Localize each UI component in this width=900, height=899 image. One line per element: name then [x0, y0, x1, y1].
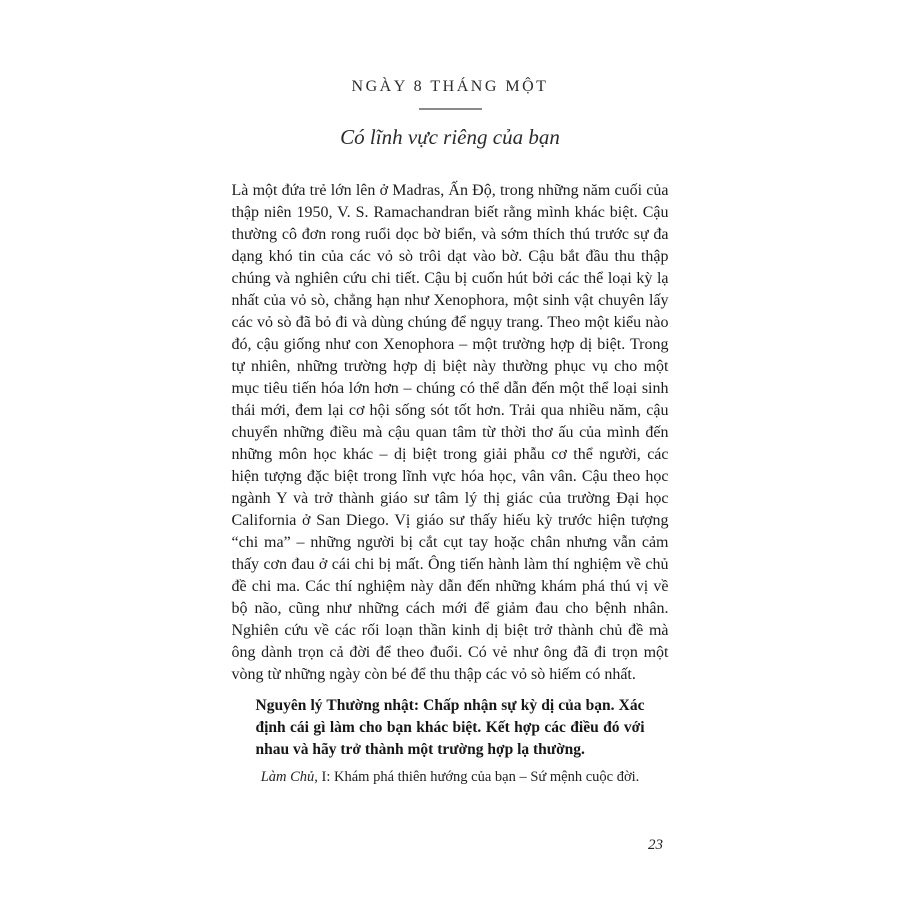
date-heading: NGÀY 8 THÁNG MỘT — [351, 78, 549, 95]
page-number: 23 — [648, 837, 663, 853]
attribution-work-title: Làm Chủ — [260, 769, 315, 785]
body-paragraph: Là một đứa trẻ lớn lên ở Madras, Ấn Độ, trong những năm cuối của thập niên 1950, V. S. Ramachandran biết rằng mình khác biệt. Cậu thường cô đơn rong ruổi dọc bờ biển, và sớm thích thú trước sự đa dạng khó tin của các vỏ sò trôi dạt vào bờ. Cậu bắt đầu thu thập chúng và nghiên cứu chi tiết. Cậu bị cuốn hút bởi các thể loại kỳ lạ nhất của vỏ sò, chẳng hạn như Xenophora, một sinh vật chuyên lấy các vỏ sò đã bỏ đi và dùng chúng để ngụy trang. Theo một kiểu nào đó, cậu giống như con Xenophora – một trường hợp dị biệt. Trong tự nhiên, những trường hợp dị biệt này thường phục vụ cho một mục tiêu tiến hóa lớn hơn – chúng có thể dẫn đến một thể loại sinh thái mới, đem lại cơ hội sống sót tốt hơn. Trải qua nhiều năm, cậu chuyển những điều mà cậu quan tâm từ thời thơ ấu của mình đến những môn học khác – dị biệt trong giải phẫu cơ thể người, các hiện tượng đặc biệt trong lĩnh vực hóa học, vân vân. Cậu theo học ngành Y và trở thành giáo sư tâm lý thị giác của trường Đại học California ở San Diego. Vị giáo sư thấy hiếu kỳ trước hiện tượng “chi ma” – những người bị cắt cụt tay hoặc chân nhưng vẫn cảm thấy cơn đau ở cái chi bị mất. Ông tiến hành làm thí nghiệm về chủ đề chi ma. Các thí nghiệm này dẫn đến những khám phá thú vị về bộ não, cũng như những cách mới để giảm đau cho bệnh nhân. Nghiên cứu về các rối loạn thần kinh dị biệt trở thành chủ đề mà ông dành trọn cả đời để theo đuổi. Có vẻ như ông đã đi trọn một vòng từ những ngày còn bé để thu thập các vỏ sò hiếm có nhất. — [231, 182, 669, 683]
divider-rule — [419, 108, 482, 110]
attribution-line — [232, 767, 669, 787]
chapter-title: Có lĩnh vực riêng của bạn — [340, 125, 560, 149]
page-content — [232, 0, 669, 787]
attribution-detail: , I: Khám phá thiên hướng của bạn – Sứ mệnh cuộc đời. — [314, 769, 640, 785]
daily-law-text: Nguyên lý Thường nhật: Chấp nhận sự kỳ dị của bạn. Xác định cái gì làm cho bạn khác biệt. Kết hợp các điều đó với nhau và hãy trở thành một trường hợp lạ thường. — [255, 697, 645, 758]
